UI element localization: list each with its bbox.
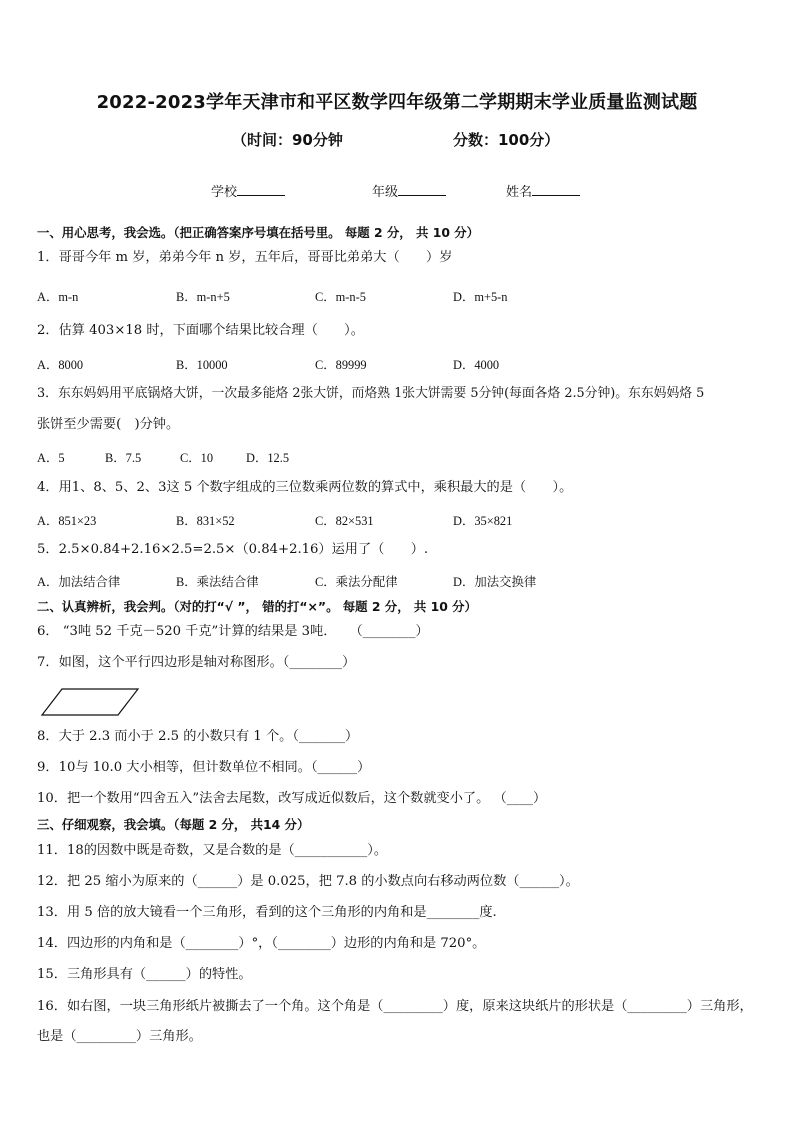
q3-option-c[interactable]: C．10 — [180, 451, 214, 465]
section-1-heading: 一、用心思考，我会选。（把正确答案序号填在括号里。 每题 2 分， 共 10 分） — [37, 225, 480, 240]
section-3-heading: 三、仔细观察，我会填。（每题 2 分， 共14 分） — [37, 817, 310, 832]
school-field — [211, 181, 285, 200]
question-7: 7．如图，这个平行四边形是轴对称图形。（________） — [37, 655, 356, 670]
grade-field — [372, 181, 446, 200]
q3-option-b[interactable]: B．7.5 — [105, 451, 142, 465]
question-16: 16．如右图，一块三角形纸片被撕去了一个角。这个角是（_________）度，原来这块纸片的形状是（_________）三角形，也是（_________）三角形。 — [37, 999, 753, 1044]
q4-option-d[interactable]: D．35×821 — [453, 514, 513, 528]
question-9: 9．10与 10.0 大小相等，但计数单位不相同。（______） — [37, 760, 371, 775]
section-2-heading: 二、认真辨析，我会判。（对的打“√ ”， 错的打“×”。 每题 2 分， 共 10 分） — [37, 599, 477, 614]
q2-option-c[interactable]: C．89999 — [315, 358, 367, 372]
question-3-line-1: 3．东东妈妈用平底锅烙大饼，一次最多能烙 2张大饼，而烙熟 1张大饼需要 5分钟(每面各烙 2.5分钟)。东东妈妈烙 5 — [37, 386, 705, 401]
question-4: 4．用1、8、5、2、3这 5 个数字组成的三位数乘两位数的算式中，乘积最大的是（ ）。 — [37, 480, 573, 495]
name-blank[interactable] — [532, 183, 580, 196]
q1-option-a[interactable]: A．m-n — [37, 290, 79, 304]
q5-option-c[interactable]: C．乘法分配律 — [315, 575, 398, 589]
name-label: 姓名 — [506, 185, 533, 200]
question-15: 15．三角形具有（______）的特性。 — [37, 967, 252, 982]
question-8: 8．大于 2.3 而小于 2.5 的小数只有 1 个。（_______） — [37, 729, 359, 744]
exam-title: 2022-2023学年天津市和平区数学四年级第二学期期末学业质量监测试题 — [96, 92, 698, 113]
q1-option-b[interactable]: B．m-n+5 — [176, 290, 230, 304]
grade-blank[interactable] — [398, 183, 446, 196]
q5-option-a[interactable]: A．加法结合律 — [37, 575, 121, 589]
grade-label: 年级 — [372, 185, 399, 200]
time-label: （时间：90分钟 — [232, 131, 343, 149]
q2-option-b[interactable]: B．10000 — [176, 358, 228, 372]
parallelogram-figure — [40, 688, 140, 716]
question-12: 12．把 25 缩小为原来的（______）是 0.025，把 7.8 的小数点向右移动两位数（______）。 — [37, 874, 579, 889]
q4-option-c[interactable]: C．82×531 — [315, 514, 374, 528]
question-3-line-2: 张饼至少需要( )分钟。 — [37, 417, 180, 432]
question-14: 14．四边形的内角和是（________）°，（________）边形的内角和是 720°。 — [37, 936, 486, 951]
school-blank[interactable] — [237, 183, 285, 196]
question-11: 11．18的因数中既是奇数，又是合数的是（___________）。 — [37, 843, 388, 858]
school-label: 学校 — [211, 185, 238, 200]
q3-option-a[interactable]: A．5 — [37, 451, 65, 465]
q1-option-d[interactable]: D．m+5-n — [453, 290, 508, 304]
q1-option-c[interactable]: C．m-n-5 — [315, 290, 366, 304]
q2-option-a[interactable]: A．8000 — [37, 358, 84, 372]
question-5: 5．2.5×0.84+2.16×2.5=2.5×（0.84+2.16）运用了（ ）. — [37, 542, 429, 557]
q2-option-d[interactable]: D．4000 — [453, 358, 500, 372]
score-label: 分数：100分） — [453, 131, 560, 149]
question-2: 2．估算 403×18 时，下面哪个结果比较合理（ ）。 — [37, 323, 364, 338]
question-13: 13．用 5 倍的放大镜看一个三角形，看到的这个三角形的内角和是________度. — [37, 905, 497, 920]
question-1: 1．哥哥今年 m 岁，弟弟今年 n 岁，五年后，哥哥比弟弟大（ ）岁 — [37, 250, 453, 265]
q4-option-a[interactable]: A．851×23 — [37, 514, 97, 528]
q5-option-b[interactable]: B．乘法结合律 — [176, 575, 259, 589]
q4-option-b[interactable]: B．831×52 — [176, 514, 235, 528]
q3-option-d[interactable]: D．12.5 — [246, 451, 290, 465]
q5-option-d[interactable]: D．加法交换律 — [453, 575, 537, 589]
name-field — [506, 181, 580, 200]
question-6: 6． “3吨 52 千克－520 千克”计算的结果是 3吨． （________） — [37, 624, 429, 639]
question-10: 10．把一个数用“四舍五入”法舍去尾数，改写成近似数后，这个数就变小了。 （____） — [37, 791, 547, 806]
